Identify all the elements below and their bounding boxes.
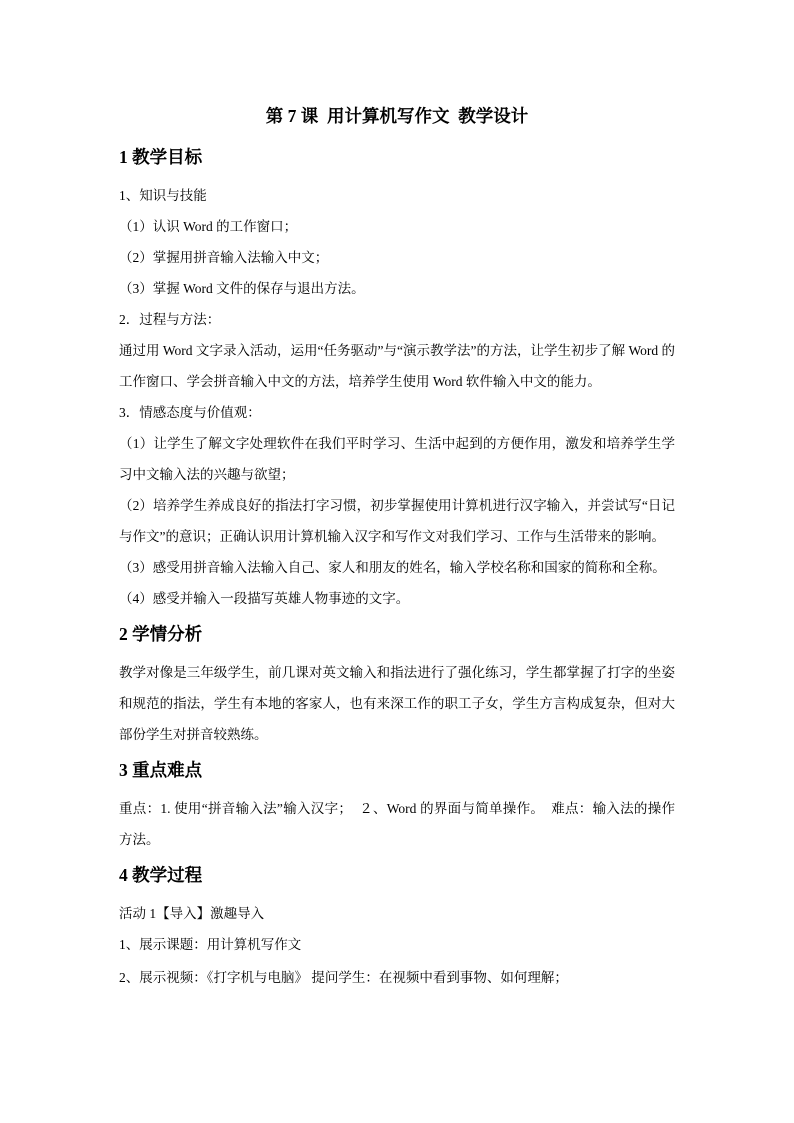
attitude-item-2: （2）培养学生养成良好的指法打字习惯，初步掌握使用计算机进行汉字输入，并尝试写“日记与作文”的意识；正确认识用计算机输入汉字和写作文对我们学习、工作与生活带来的影响。 — [119, 498, 675, 544]
attitude-item-3: （3）感受用拼音输入法输入自己、家人和朋友的姓名，输入学校名称和国家的简称和全称。 — [119, 560, 666, 575]
document-title: 第 7 课 用计算机写作文 教学设计 — [265, 106, 529, 126]
key-points-paragraph: 重点：1. 使用“拼音输入法”输入汉字； ２、Word 的界面与简单操作。 难点：输入法的操作方法。 — [119, 801, 675, 847]
section-key-points — [119, 755, 675, 855]
knowledge-item-1: （1）认识 Word 的工作窗口； — [119, 219, 298, 234]
section-heading-student-analysis: 2 学情分析 — [119, 624, 203, 644]
subheading-knowledge-skills: 1、知识与技能 — [119, 188, 207, 203]
student-analysis-paragraph: 教学对像是三年级学生，前几课对英文输入和指法进行了强化练习，学生都掌握了打字的坐姿和规范的指法，学生有本地的客家人，也有来深工作的职工子女，学生方言构成复杂，但对大部份学生对拼音较熟练。 — [119, 665, 675, 742]
knowledge-item-3: （3）掌握 Word 文件的保存与退出方法。 — [119, 281, 365, 296]
subheading-process-method: 2．过程与方法： — [119, 312, 221, 327]
activity-title: 活动 1【导入】激趣导入 — [119, 906, 265, 921]
attitude-item-1: （1）让学生了解文字处理软件在我们平时学习、生活中起到的方便作用，激发和培养学生学习中文输入法的兴趣与欲望； — [119, 436, 675, 482]
section-heading-key-points: 3 重点难点 — [119, 760, 203, 780]
section-teaching-process — [119, 860, 675, 993]
process-step-1: 1、展示课题：用计算机写作文 — [119, 937, 302, 952]
subheading-attitude-values: 3．情感态度与价值观： — [119, 405, 261, 420]
process-step-2: 2、展示视频：《打字机与电脑》 提问学生：在视频中看到事物、如何理解； — [119, 970, 568, 985]
section-heading-objectives: 1 教学目标 — [119, 147, 203, 167]
section-student-analysis — [119, 619, 675, 750]
attitude-item-4: （4）感受并输入一段描写英雄人物事迹的文字。 — [119, 591, 410, 606]
knowledge-item-2: （2）掌握用拼音输入法输入中文； — [119, 250, 329, 265]
section-teaching-objectives — [119, 142, 675, 614]
section-heading-teaching-process: 4 教学过程 — [119, 865, 203, 885]
process-method-paragraph: 通过用 Word 文字录入活动，运用“任务驱动”与“演示教学法”的方法，让学生初步了解 Word 的工作窗口、学会拼音输入中文的方法，培养学生使用 Word 软件输入中文的能力。 — [119, 343, 675, 389]
